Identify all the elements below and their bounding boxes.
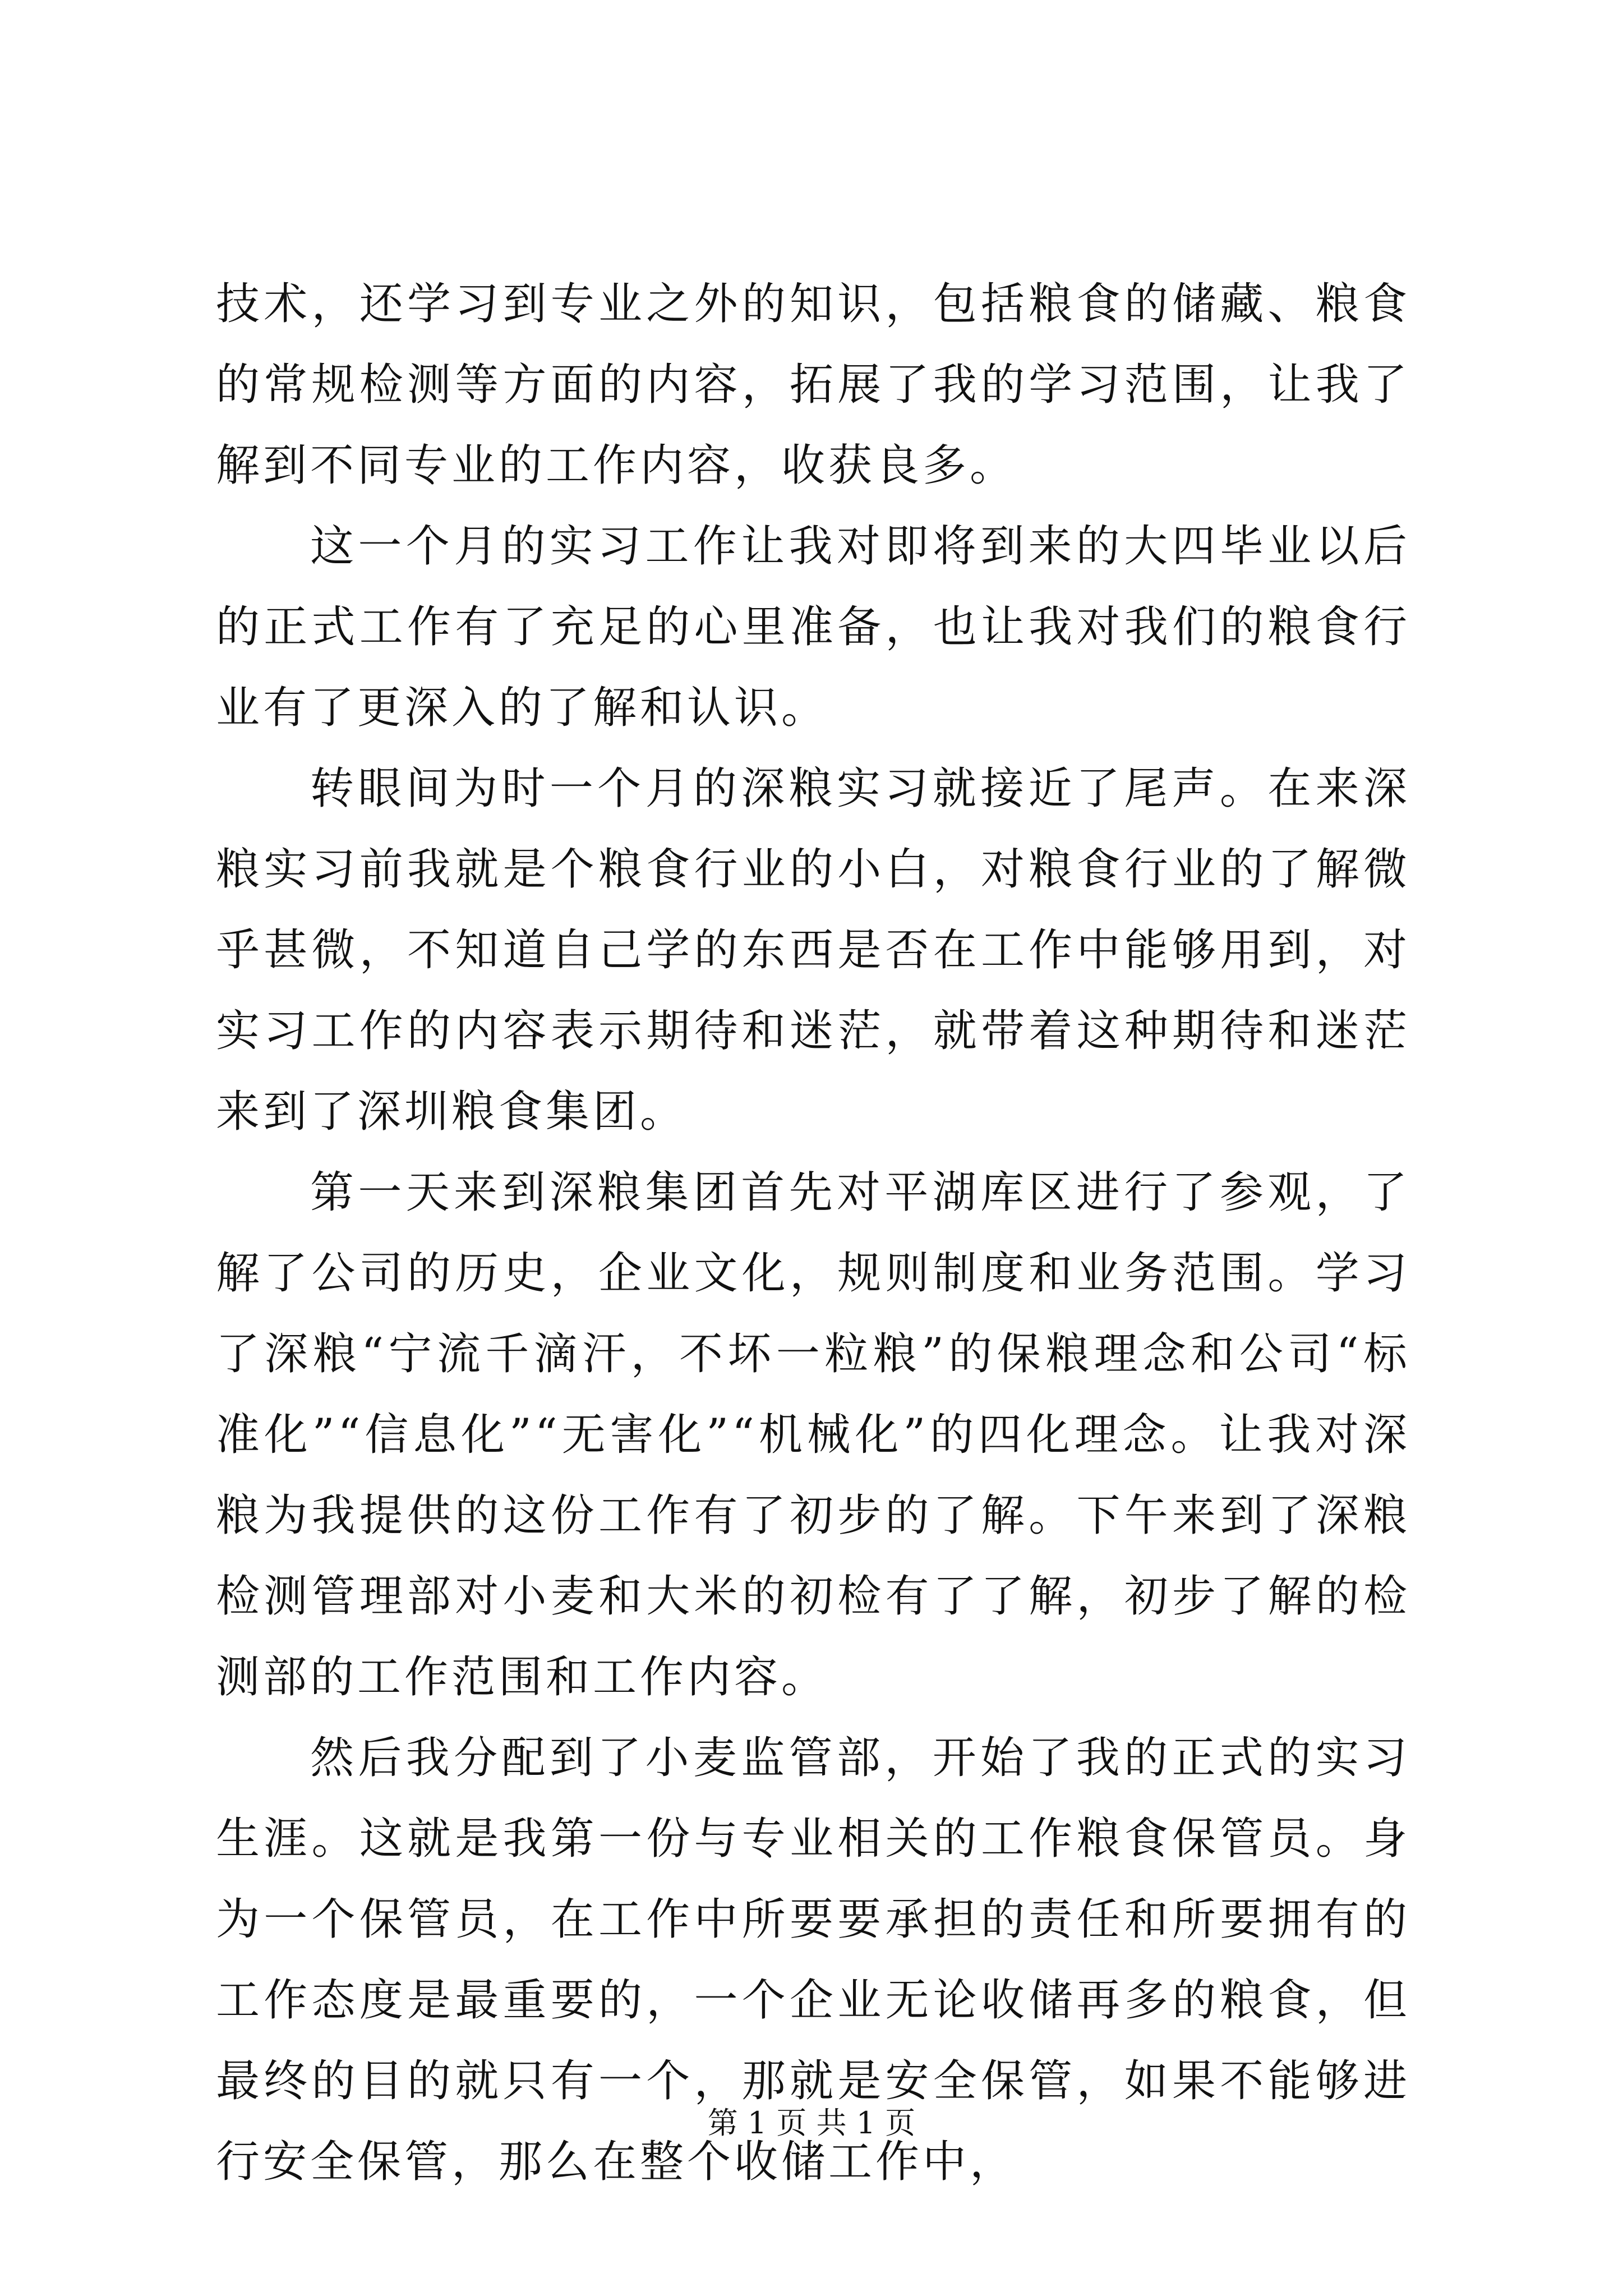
paragraph-1: 技术，还学习到专业之外的知识，包括粮食的储藏、粮食的常规检测等方面的内容，拓展了我的学习范围，让我了解到不同专业的工作内容，收获良多。 xyxy=(216,279,1410,491)
page-number-label: 第 1 页 共 1 页 xyxy=(707,2105,916,2141)
paragraph-4: 第一天来到深粮集团首先对平湖库区进行了参观，了解了公司的历史，企业文化，规则制度和业务范围。学习了深粮“宁流千滴汗，不坏一粒粮”的保粮理念和公司“标准化”“信息化”“无害化”“机械化”的四化理念。让我对深粮为我提供的这份工作有了初步的了解。下午来到了深粮检测管理部对小麦和大米的初检有了了解，初步了解的检测部的工作范围和工作内容。 xyxy=(216,1167,1410,1703)
document-body xyxy=(216,264,1410,2202)
paragraph-3: 转眼间为时一个月的深粮实习就接近了尾声。在来深粮实习前我就是个粮食行业的小白，对粮食行业的了解微乎甚微，不知道自己学的东西是否在工作中能够用到，对实习工作的内容表示期待和迷茫，就带着这种期待和迷茫来到了深圳粮食集团。 xyxy=(216,763,1410,1137)
paragraph-2: 这一个月的实习工作让我对即将到来的大四毕业以后的正式工作有了充足的心里准备，也让我对我们的粮食行业有了更深入的了解和认识。 xyxy=(216,521,1410,733)
paragraph-5: 然后我分配到了小麦监管部，开始了我的正式的实习生涯。这就是我第一份与专业相关的工作粮食保管员。身为一个保管员，在工作中所要要承担的责任和所要拥有的工作态度是最重要的，一个企业无论收储再多的粮食，但最终的目的就只有一个，那就是安全保管，如果不能够进行安全保管，那么在整个收储工作中， xyxy=(216,1733,1410,2187)
page-footer xyxy=(0,2104,1623,2143)
